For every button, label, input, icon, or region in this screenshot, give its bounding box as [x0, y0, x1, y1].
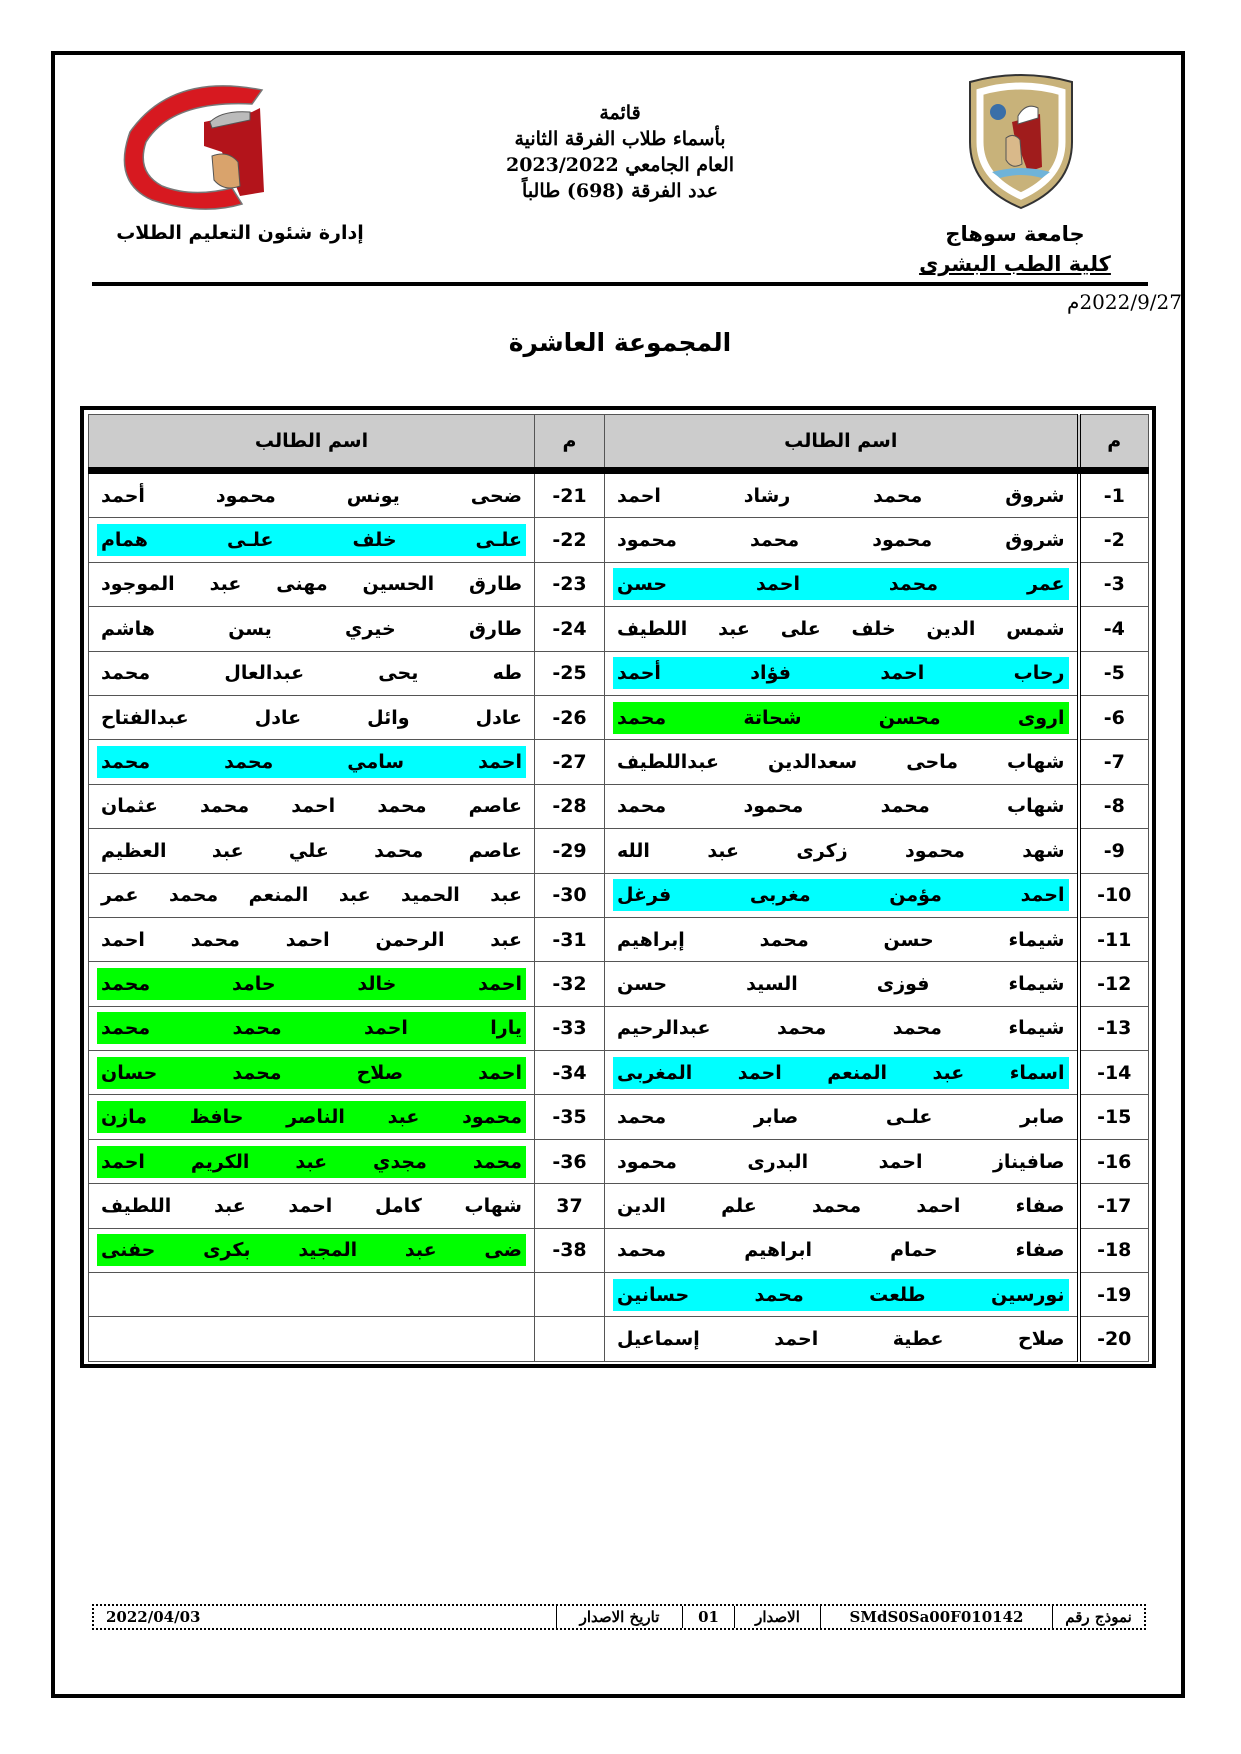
student-name-cell	[605, 917, 1079, 961]
student-number: -25	[535, 651, 605, 695]
student-number: -10	[1079, 873, 1149, 917]
table-row	[89, 1273, 1149, 1317]
student-name: اروى محسن شحاتة محمد	[613, 702, 1069, 734]
title-line-1: قائمة	[599, 102, 641, 124]
table-row	[89, 829, 1149, 873]
sohag-university-seal-logo	[962, 72, 1080, 210]
student-name: احمد مؤمن مغربى فرغل	[613, 879, 1069, 911]
student-name: صابر علـى صابر محمد	[617, 1106, 1065, 1129]
student-name-cell	[89, 784, 535, 828]
student-name-cell	[605, 1095, 1079, 1139]
student-name-cell	[605, 607, 1079, 651]
student-name: شيماء حسن محمد إبراهيم	[617, 928, 1065, 951]
student-name-cell	[89, 962, 535, 1006]
student-number: -9	[1079, 829, 1149, 873]
student-name: نورسين طلعت محمد حسانين	[613, 1279, 1069, 1311]
student-name: عبد الرحمن احمد محمد احمد	[101, 928, 522, 951]
student-name: شمس الدين خلف على عبد اللطيف	[617, 617, 1065, 640]
student-number: -35	[535, 1095, 605, 1139]
student-number: -13	[1079, 1006, 1149, 1050]
student-name-cell	[89, 917, 535, 961]
student-number: -32	[535, 962, 605, 1006]
table-row	[89, 1228, 1149, 1272]
student-number: -28	[535, 784, 605, 828]
students-table-frame	[80, 406, 1156, 1368]
student-number: 37	[535, 1184, 605, 1228]
student-number: -12	[1079, 962, 1149, 1006]
student-name: احمد خالد حامد محمد	[97, 968, 526, 1000]
student-number: -36	[535, 1139, 605, 1183]
student-number: -3	[1079, 562, 1149, 606]
table-row	[89, 471, 1149, 518]
student-number: -38	[535, 1228, 605, 1272]
student-name: عاصم محمد علي عبد العظيم	[101, 839, 522, 862]
faculty-of-medicine-logo	[112, 82, 312, 212]
student-name: ضى عبد المجيد بكرى حفنى	[97, 1234, 526, 1266]
student-number: -30	[535, 873, 605, 917]
student-number: -33	[535, 1006, 605, 1050]
student-name-cell	[89, 829, 535, 873]
issue-date-label: تاريخ الاصدار	[556, 1606, 682, 1628]
form-number-label: نموذج رقم	[1052, 1606, 1144, 1628]
department-name: إدارة شئون التعليم الطلاب	[116, 222, 364, 244]
student-name-cell	[605, 1006, 1079, 1050]
student-name: عاصم محمد احمد محمد عثمان	[101, 795, 522, 818]
student-name-cell	[605, 562, 1079, 606]
title-line-2: بأسماء طلاب الفرقة الثانية	[514, 128, 726, 150]
header-number-right: م	[1079, 415, 1149, 471]
student-number: -23	[535, 562, 605, 606]
student-name: شهاب محمد محمود محمد	[617, 795, 1065, 818]
student-name-cell	[89, 518, 535, 562]
table-row	[89, 873, 1149, 917]
student-number: -26	[535, 695, 605, 739]
student-name: علـى خلف علـى همام	[97, 524, 526, 556]
student-name	[97, 1294, 526, 1296]
table-row	[89, 962, 1149, 1006]
student-name: اسماء عبد المنعم احمد المغربى	[613, 1057, 1069, 1089]
student-number: -21	[535, 471, 605, 518]
student-number	[535, 1317, 605, 1361]
student-name: احمد سامي محمد محمد	[97, 746, 526, 778]
student-name: صفاء حمام ابراهيم محمد	[617, 1239, 1065, 1262]
issue-date: 2022/04/03	[106, 1608, 201, 1626]
student-name-cell	[89, 1317, 535, 1361]
student-name-cell	[89, 740, 535, 784]
title-line-3: العام الجامعي 2023/2022	[505, 154, 735, 176]
student-number	[535, 1273, 605, 1317]
student-number: -27	[535, 740, 605, 784]
student-name-cell	[89, 1006, 535, 1050]
student-name-cell	[605, 1317, 1079, 1361]
student-number: -17	[1079, 1184, 1149, 1228]
student-name: شهاب كامل احمد عبد اللطيف	[101, 1194, 522, 1217]
form-footer	[92, 1604, 1146, 1630]
table-row	[89, 607, 1149, 651]
student-name: محمود عبد الناصر حافظ مازن	[97, 1101, 526, 1133]
student-name: احمد صلاح محمد حسان	[97, 1057, 526, 1089]
student-name: شيماء فوزى السيد حسن	[617, 972, 1065, 995]
student-name-cell	[605, 1228, 1079, 1272]
student-name-cell	[89, 1273, 535, 1317]
student-name: شهد محمود زكرى عبد الله	[617, 839, 1065, 862]
table-row	[89, 1051, 1149, 1095]
student-number: -5	[1079, 651, 1149, 695]
document-date: 2022/9/27م	[1067, 290, 1182, 314]
student-name-cell	[605, 651, 1079, 695]
student-name: شهاب ماحى سعدالدين عبداللطيف	[617, 751, 1065, 774]
header-number-left: م	[535, 415, 605, 471]
student-name: صلاح عطية احمد إسماعيل	[617, 1328, 1065, 1351]
student-name-cell	[605, 1051, 1079, 1095]
student-name-cell	[605, 873, 1079, 917]
student-name: عبد الحميد عبد المنعم محمد عمر	[101, 884, 522, 907]
student-name-cell	[89, 1228, 535, 1272]
student-number: -19	[1079, 1273, 1149, 1317]
student-name: شروق محمود محمد محمود	[617, 529, 1065, 552]
student-name: طارق الحسين مهنى عبد الموجود	[101, 573, 522, 596]
student-number: -24	[535, 607, 605, 651]
student-number: -4	[1079, 607, 1149, 651]
students-table	[88, 414, 1149, 1362]
student-name	[97, 1338, 526, 1340]
student-name-cell	[89, 873, 535, 917]
student-name-cell	[605, 1273, 1079, 1317]
student-name: صافيناز احمد البدرى محمود	[617, 1150, 1065, 1173]
student-name: عادل وائل عادل عبدالفتاح	[101, 706, 522, 729]
student-name-cell	[89, 1184, 535, 1228]
faculty-name: كلية الطب البشرى	[919, 252, 1111, 276]
student-number: -14	[1079, 1051, 1149, 1095]
student-name: طه يحى عبدالعال محمد	[101, 662, 522, 685]
student-number: -7	[1079, 740, 1149, 784]
student-number: -20	[1079, 1317, 1149, 1361]
form-number: SMdS0Sa00F010142	[820, 1606, 1052, 1628]
table-row	[89, 1184, 1149, 1228]
table-row	[89, 740, 1149, 784]
table-row	[89, 651, 1149, 695]
student-name: رحاب احمد فؤاد أحمد	[613, 657, 1069, 689]
student-name: صفاء احمد محمد علم الدين	[617, 1194, 1065, 1217]
title-line-4: عدد الفرقة (698) طالباً	[522, 180, 718, 202]
student-number: -22	[535, 518, 605, 562]
student-name-cell	[89, 1139, 535, 1183]
student-name-cell	[605, 518, 1079, 562]
table-row	[89, 1095, 1149, 1139]
student-name: محمد مجدي عبد الكريم احمد	[97, 1146, 526, 1178]
student-name: ضحى يونس محمود أحمد	[101, 484, 522, 507]
student-name-cell	[605, 1184, 1079, 1228]
header-name-left: اسم الطالب	[89, 415, 535, 471]
student-number: -6	[1079, 695, 1149, 739]
student-name-cell	[605, 962, 1079, 1006]
student-name: عمر محمد احمد حسن	[613, 568, 1069, 600]
student-name-cell	[89, 607, 535, 651]
table-row	[89, 917, 1149, 961]
student-name: طارق خيري يسن هاشم	[101, 617, 522, 640]
group-title: المجموعة العاشرة	[508, 328, 732, 357]
student-name-cell	[89, 1051, 535, 1095]
table-row	[89, 518, 1149, 562]
student-name-cell	[605, 695, 1079, 739]
table-row	[89, 1006, 1149, 1050]
student-number: -31	[535, 917, 605, 961]
student-name-cell	[89, 651, 535, 695]
document-title	[470, 100, 770, 204]
version-label: الاصدار	[734, 1606, 820, 1628]
student-name-cell	[605, 829, 1079, 873]
table-row	[89, 784, 1149, 828]
student-name: يارا احمد محمد محمد	[97, 1012, 526, 1044]
student-number: -34	[535, 1051, 605, 1095]
student-name: شروق محمد رشاد احمد	[617, 484, 1065, 507]
student-name-cell	[605, 740, 1079, 784]
version-number: 01	[682, 1606, 734, 1628]
student-number: -11	[1079, 917, 1149, 961]
student-number: -15	[1079, 1095, 1149, 1139]
student-name-cell	[605, 471, 1079, 518]
header-divider	[92, 282, 1148, 286]
table-row	[89, 1139, 1149, 1183]
table-row	[89, 1317, 1149, 1361]
student-name-cell	[89, 471, 535, 518]
student-name-cell	[89, 695, 535, 739]
student-number: -8	[1079, 784, 1149, 828]
header-name-right: اسم الطالب	[605, 415, 1079, 471]
student-number: -29	[535, 829, 605, 873]
student-name-cell	[605, 1139, 1079, 1183]
table-row	[89, 562, 1149, 606]
student-name: شيماء محمد محمد عبدالرحيم	[617, 1017, 1065, 1040]
student-name-cell	[89, 562, 535, 606]
student-number: -1	[1079, 471, 1149, 518]
table-row	[89, 695, 1149, 739]
university-name: جامعة سوهاج	[945, 222, 1085, 246]
student-number: -18	[1079, 1228, 1149, 1272]
student-number: -16	[1079, 1139, 1149, 1183]
table-header-row	[89, 415, 1149, 471]
student-name-cell	[605, 784, 1079, 828]
student-name-cell	[89, 1095, 535, 1139]
student-number: -2	[1079, 518, 1149, 562]
